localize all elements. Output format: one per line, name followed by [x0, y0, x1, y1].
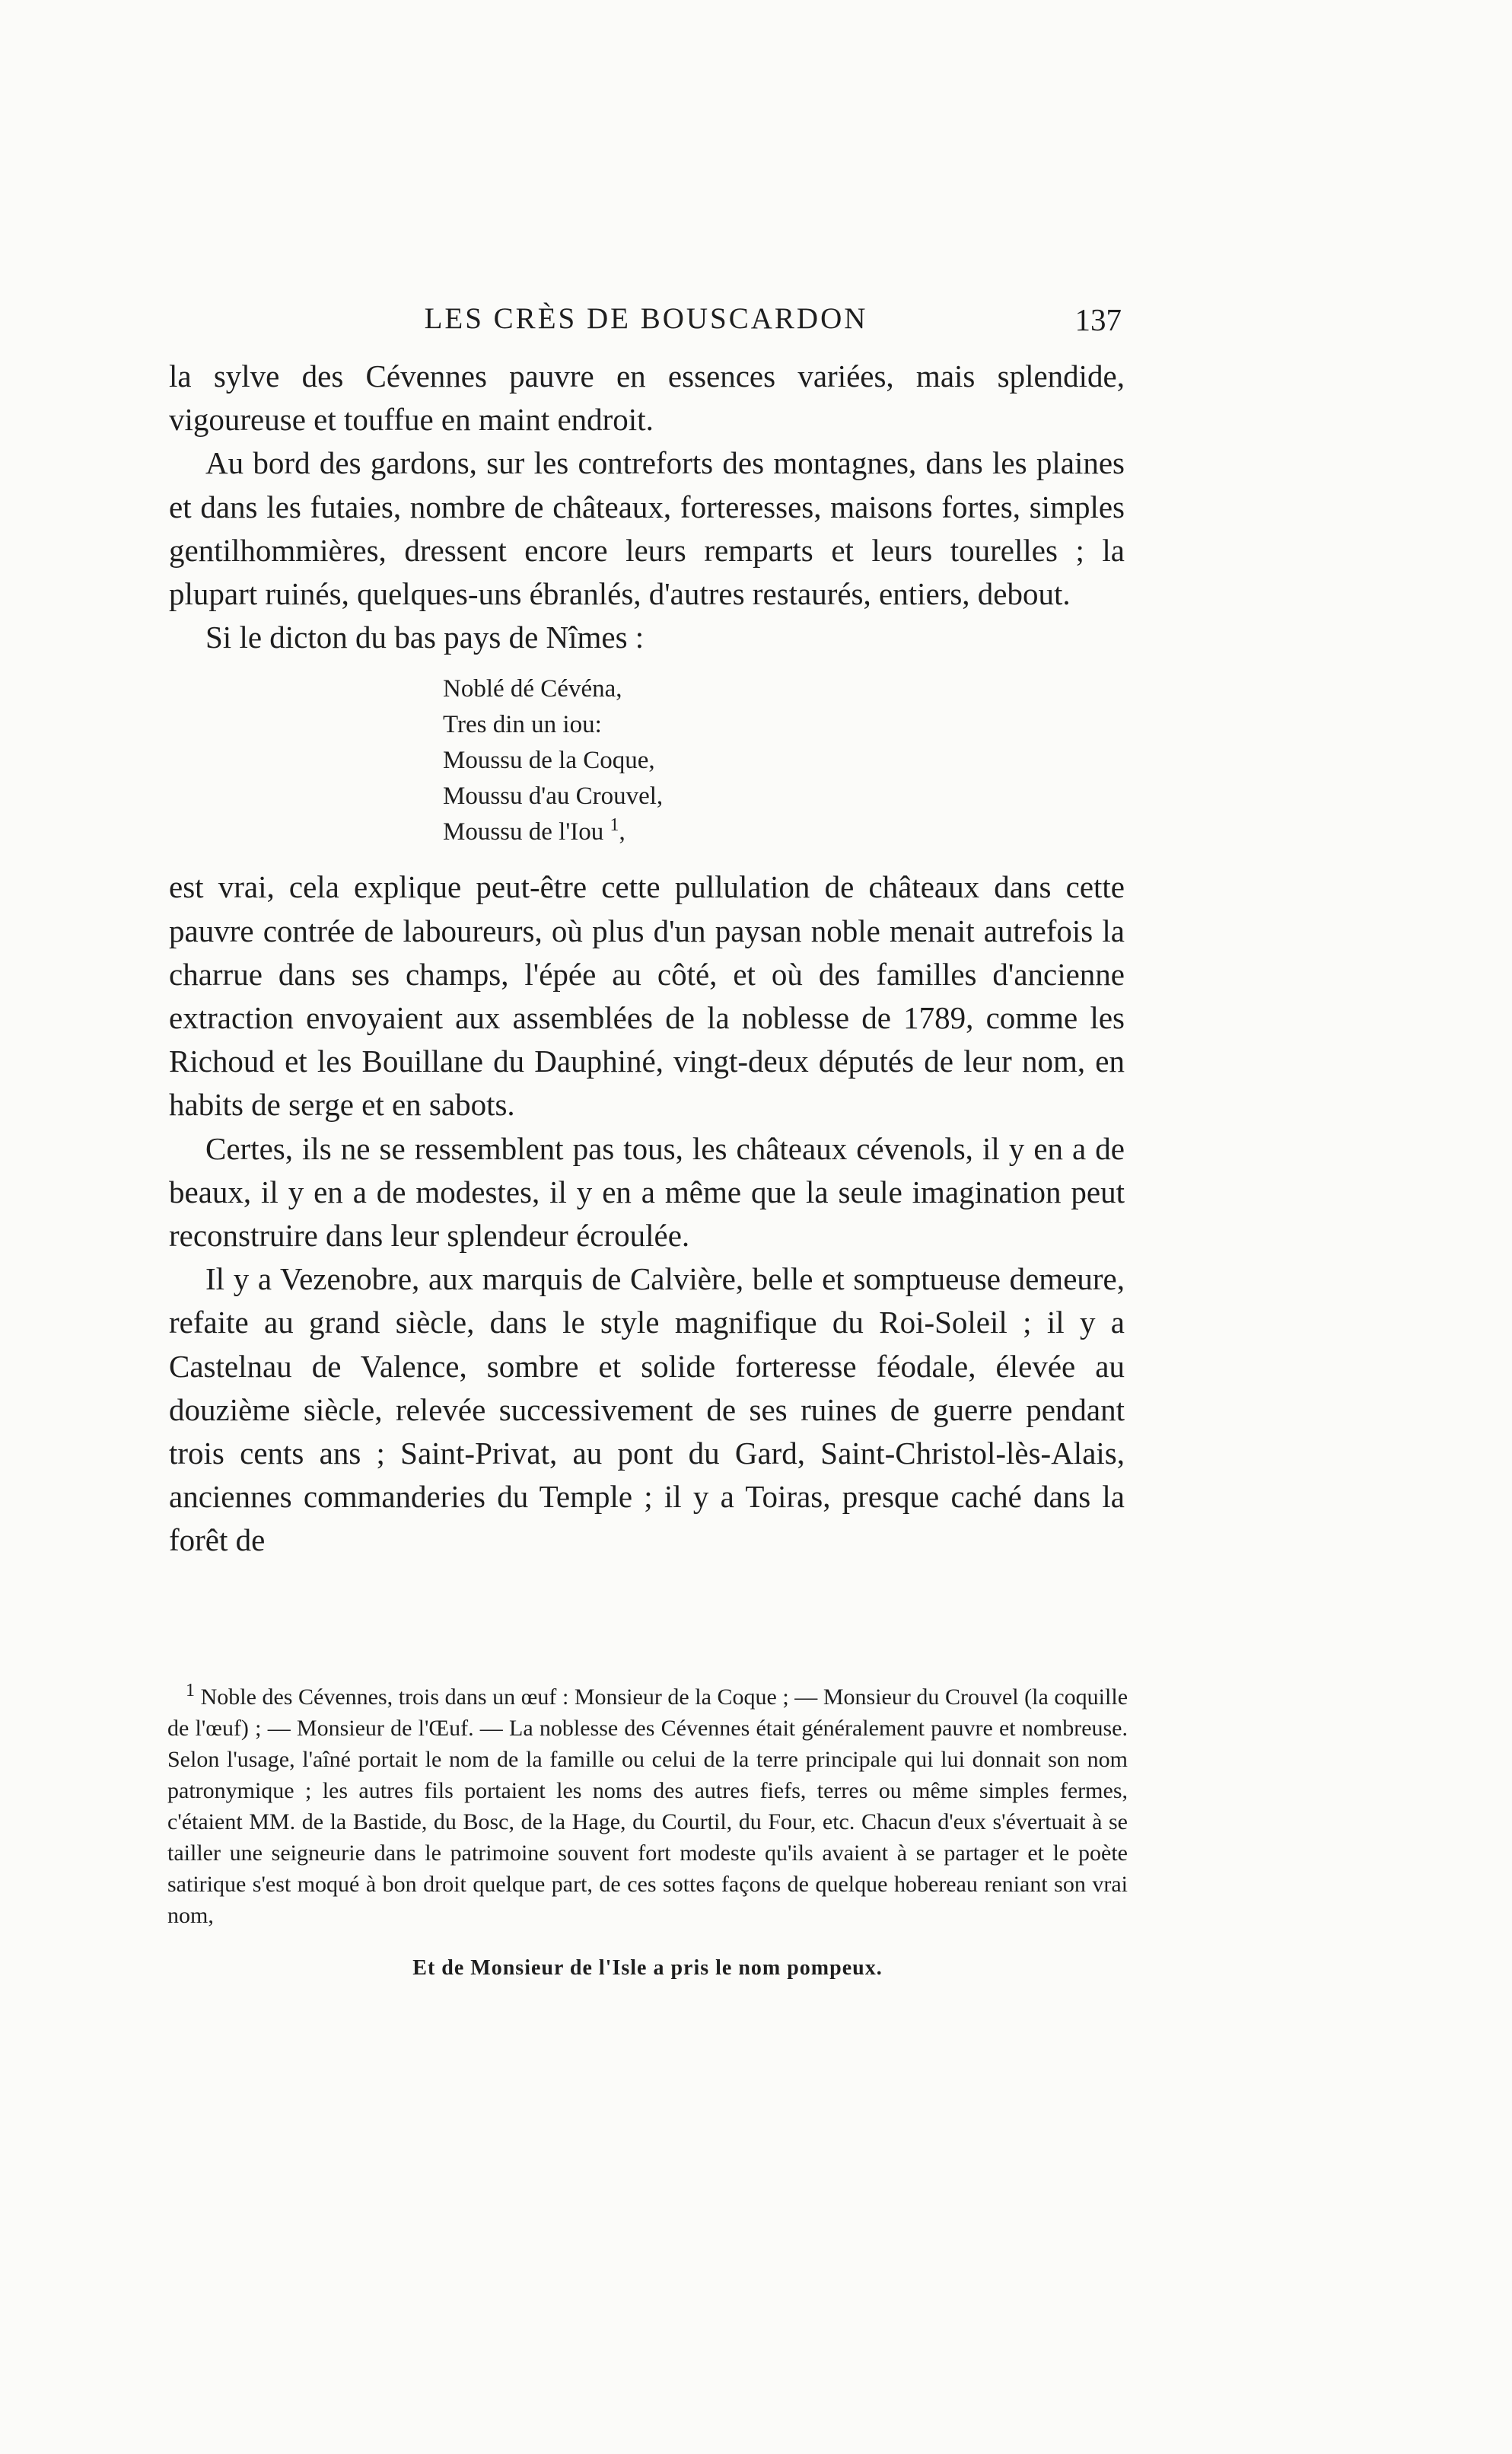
paragraph: est vrai, cela explique peut-être cette pullulation de châteaux dans cette pauvre contrée de laboureurs, où plus d'un paysan noble menait autrefois la charrue dans ses champs, l'épée au côté, et où des familles d'ancienne extraction envoyaient aux assemblées de la noblesse de 1789, comme les Richoud et les Bouillane du Dauphiné, vingt-deux députés de leur nom, en habits de serge et en sabots. [169, 869, 1125, 1123]
body-text [169, 355, 1125, 1563]
verse-line-last [443, 814, 1125, 850]
running-title: LES CRÈS DE BOUSCARDON [424, 302, 868, 335]
verse-line: Noblé dé Cévéna, [443, 675, 622, 703]
verse-line: Moussu de la Coque, [443, 747, 655, 775]
footnote-text: Noble des Cévennes, trois dans un œuf : Monsieur de la Coque ; — Monsieur du Crouvel (la coquille de l'œuf) ; — Monsieur de l'Œuf. — La noblesse des Cévennes était généralement pauvre et nombreuse. Selon l'usage, l'aîné portait le nom de la famille ou celui de la terre principale qui lui donnait son nom patronymique ; les autres fils portaient les noms des autres fiefs, terres ou même simples fermes, c'étaient MM. de la Bastide, du Bosc, de la Hage, du Courtil, du Four, etc. Chacun d'eux s'évertuait à se tailler une seigneurie dans le patrimoine souvent fort modeste qu'ils avaient à se partager et le poète satirique s'est moqué à bon droit quelque part, de ces sottes façons de quelque hobereau reniant son vrai nom, [167, 1684, 1128, 1928]
footnote-quote: Et de Monsieur de l'Isle a pris le nom pompeux. [412, 1956, 883, 1980]
footnote [167, 1681, 1128, 1931]
footnote-reference: 1 [610, 815, 619, 836]
verse-end-punctuation: , [619, 818, 625, 846]
paragraph: Au bord des gardons, sur les contreforts des montagnes, dans les plaines et dans les futaies, nombre de châteaux, forteresses, maisons fortes, simples gentilhommières, dressent encore leurs remparts et leurs tourelles ; la plupart ruinés, quelques-uns ébranlés, d'autres restaurés, entiers, debout. [169, 445, 1125, 612]
verse-line: Tres din un iou: [443, 711, 602, 739]
footnotes [167, 1681, 1128, 1984]
running-head [170, 301, 1122, 347]
paragraph: Il y a Vezenobre, aux marquis de Calvière, belle et somptueuse demeure, refaite au grand siècle, dans le style magnifique du Roi-Soleil ; il y a Castelnau de Valence, sombre et solide forteresse féodale, élevée au douzième siècle, relevée successivement de ses ruines de guerre pendant trois cents ans ; Saint-Privat, au pont du Gard, Saint-Christol-lès-Alais, anciennes commanderies du Temple ; il y a Toiras, presque caché dans la forêt de [169, 1261, 1125, 1558]
verse-line: Moussu d'au Crouvel, [443, 782, 664, 811]
verse-quote [443, 671, 1125, 850]
paragraph: la sylve des Cévennes pauvre en essences variées, mais splendide, vigoureuse et touffue en maint endroit. [169, 359, 1125, 438]
page-number: 137 [1074, 302, 1122, 337]
verse-line-text: Moussu de l'Iou [443, 818, 604, 846]
paragraph: Certes, ils ne se ressemblent pas tous, les châteaux cévenols, il y en a de beaux, il y en a de modestes, il y en a même que la seule imagination peut reconstruire dans leur splendeur écroulée. [169, 1130, 1125, 1254]
paragraph: Si le dicton du bas pays de Nîmes : [205, 620, 645, 655]
footnote-mark: 1 [186, 1681, 195, 1700]
